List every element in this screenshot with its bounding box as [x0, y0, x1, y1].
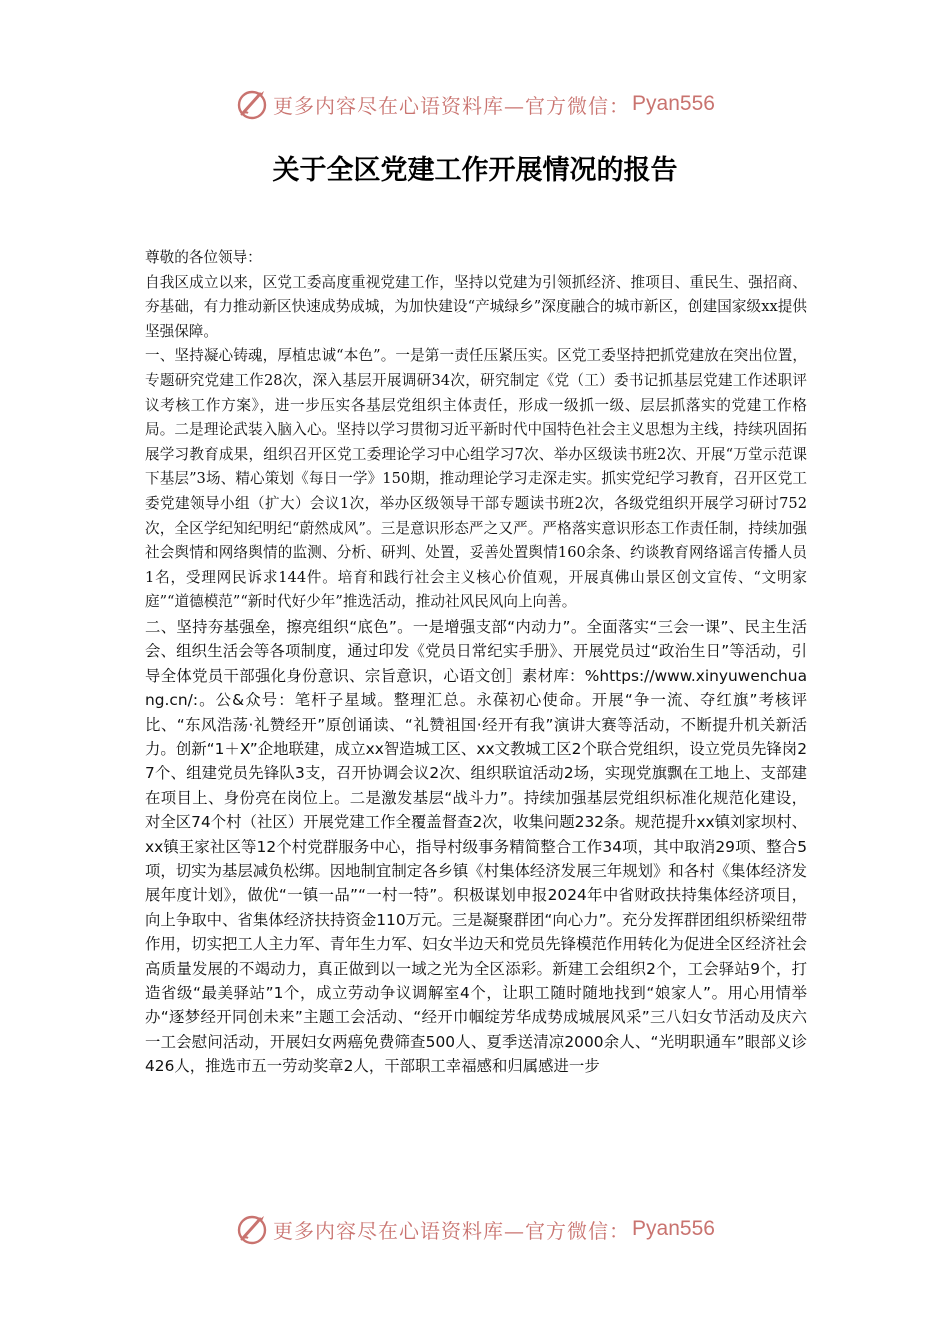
- watermark-text: 更多内容尽在心语资料库—官方微信：: [273, 93, 631, 118]
- document-body: [145, 246, 807, 1079]
- watermark-wechat-handle: Pyan556: [632, 92, 715, 115]
- watermark-banner-top: [0, 84, 950, 124]
- watermark-banner-bottom: [0, 1209, 950, 1249]
- paragraph-section-2: 二、坚持夯基强垒，擦亮组织“底色”。一是增强支部“内动力”。全面落实“三会一课”、民主生活会、组织生活会等各项制度，通过印发《党员日常纪实手册》、开展党员过“政治生日”等活动，引导全体党员干部强化身份意识、宗旨意识，心语文创］素材库：%https://www.xinyuwenchuang.cn/:。公&众号：笔杆子星域。整理汇总。永葆初心使命。开展“争一流、夺红旗”考核评比、“东风浩荡·礼赞经开”原创诵读、“礼赞祖国·经开有我”演讲大赛等活动，不断提升机关新活力。创新“1＋X”企地联建，成立xx智造城工区、xx文教城工区2个联合党组织，设立党员先锋岗27个、组建党员先锋队3支，召开协调会议2次、组织联谊活动2场，实现党旗飘在工地上、支部建在项目上、身份亮在岗位上。二是激发基层“战斗力”。持续加强基层党组织标准化规范化建设，对全区74个村（社区）开展党建工作全覆盖督查2次，收集问题232条。规范提升xx镇刘家坝村、xx镇王家社区等12个村党群服务中心，指导村级事务精简整合工作34项，其中取消29项、整合5项，切实为基层减负松绑。因地制宜制定各乡镇《村集体经济发展三年规划》和各村《集体经济发展年度计划》，做优“一镇一品”“一村一特”。积极谋划申报2024年中省财政扶持集体经济项目，向上争取中、省集体经济扶持资金110万元。三是凝聚群团“向心力”。充分发挥群团组织桥梁纽带作用，切实把工人主力军、青年生力军、妇女半边天和党员先锋模范作用转化为促进全区经济社会高质量发展的不竭动力，真正做到以一域之光为全区添彩。新建工会组织2个，工会驿站9个，打造省级“最美驿站”1个，成立劳动争议调解室4个，让职工随时随地找到“娘家人”。用心用情举办“逐梦经开同创未来”主题工会活动、“经开巾帼绽芳华成势成城展风采”三八妇女节活动及庆六一工会慰问活动，开展妇女两癌免费筛查500人、夏季送清凉2000余人、“光明职通车”眼部义诊426人，推选市五一劳动奖章2人，干部职工幸福感和归属感进一步: [145, 617, 808, 1076]
- brush-pen-logo-icon: [235, 87, 269, 121]
- paragraph-intro: 自我区成立以来，区党工委高度重视党建工作，坚持以党建为引领抓经济、推项目、重民生、强招商、夯基础，有力推动新区快速成势成城，为加快建设“产城绿乡”深度融合的城市新区，创建国家级xx提供坚强保障。: [145, 273, 807, 340]
- paragraph-section-1: 一、坚持凝心铸魂，厚植忠诚“本色”。一是第一责任压紧压实。区党工委坚持把抓党建放在突出位置，专题研究党建工作28次，深入基层开展调研34次，研究制定《党（工）委书记抓基层党建工作述职评议考核工作方案》，进一步压实各基层党组织主体责任，形成一级抓一级、层层抓落实的党建工作格局。二是理论武装入脑入心。坚持以学习贯彻习近平新时代中国特色社会主义思想为主线，持续巩固拓展学习教育成果，组织召开区党工委理论学习中心组学习7次、举办区级读书班2次、开展“万堂示范课下基层”3场、精心策划《每日一学》150期，推动理论学习走深走实。抓实党纪学习教育，召开区党工委党建领导小组（扩大）会议1次，举办区级领导干部专题读书班2次，各级党组织开展学习研讨752次，全区学纪知纪明纪“蔚然成风”。三是意识形态严之又严。严格落实意识形态工作责任制，持续加强社会舆情和网络舆情的监测、分析、研判、处置，妥善处置舆情160余条、约谈教育网络谣言传播人员1名，受理网民诉求144件。培育和践行社会主义核心价值观，开展真佛山景区创文宣传、“文明家庭”“道德模范”“新时代好少年”推选活动，推动社风民风向上向善。: [145, 347, 807, 611]
- watermark-text: 更多内容尽在心语资料库—官方微信：: [273, 1218, 631, 1243]
- brush-pen-logo-icon: [235, 1212, 269, 1246]
- watermark-wechat-handle: Pyan556: [632, 1217, 715, 1240]
- greeting: 尊敬的各位领导：: [145, 249, 262, 266]
- document-title: 关于全区党建工作开展情况的报告: [272, 155, 678, 186]
